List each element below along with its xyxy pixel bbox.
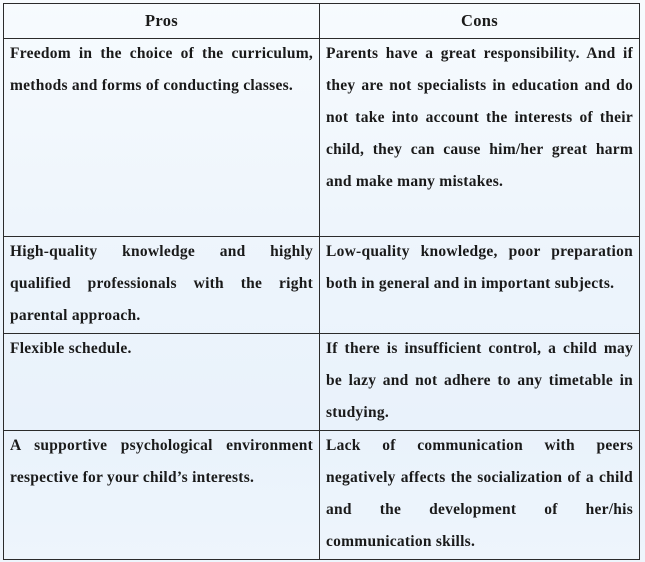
header-cons: Cons [320, 4, 640, 39]
cons-cell [320, 237, 640, 334]
pros-cell [4, 39, 320, 237]
cons-cell [320, 39, 640, 237]
table-header-row [4, 4, 640, 39]
pros-cell [4, 431, 320, 560]
cons-cell [320, 334, 640, 431]
pros-text: Freedom in the choice of the curriculum, methods and forms of conducting classes. [10, 45, 313, 94]
cons-cell [320, 431, 640, 560]
pros-cell [4, 237, 320, 334]
cons-text: If there is insufficient control, a child may be lazy and not adhere to any timetable in studying. [326, 340, 633, 421]
table-row [4, 237, 640, 334]
table-row [4, 334, 640, 431]
table-row [4, 39, 640, 237]
cons-text: Parents have a great responsibility. And if they are not specialists in education and do not take into account the interests of their child, they can cause him/her great harm and make many mistakes. [326, 45, 633, 190]
table-row [4, 431, 640, 560]
pros-text: A supportive psychological environment respective for your child’s interests. [10, 437, 313, 486]
pros-text: High-quality knowledge and highly qualified professionals with the right parental approach. [10, 243, 313, 324]
cons-text: Low-quality knowledge, poor preparation both in general and in important subjects. [326, 243, 633, 292]
pros-cons-table [3, 3, 640, 560]
pros-cell [4, 334, 320, 431]
pros-text: Flexible schedule. [10, 340, 132, 357]
header-pros: Pros [4, 4, 320, 39]
cons-text: Lack of communication with peers negatively affects the socialization of a child and the development of her/his communication skills. [326, 437, 633, 550]
